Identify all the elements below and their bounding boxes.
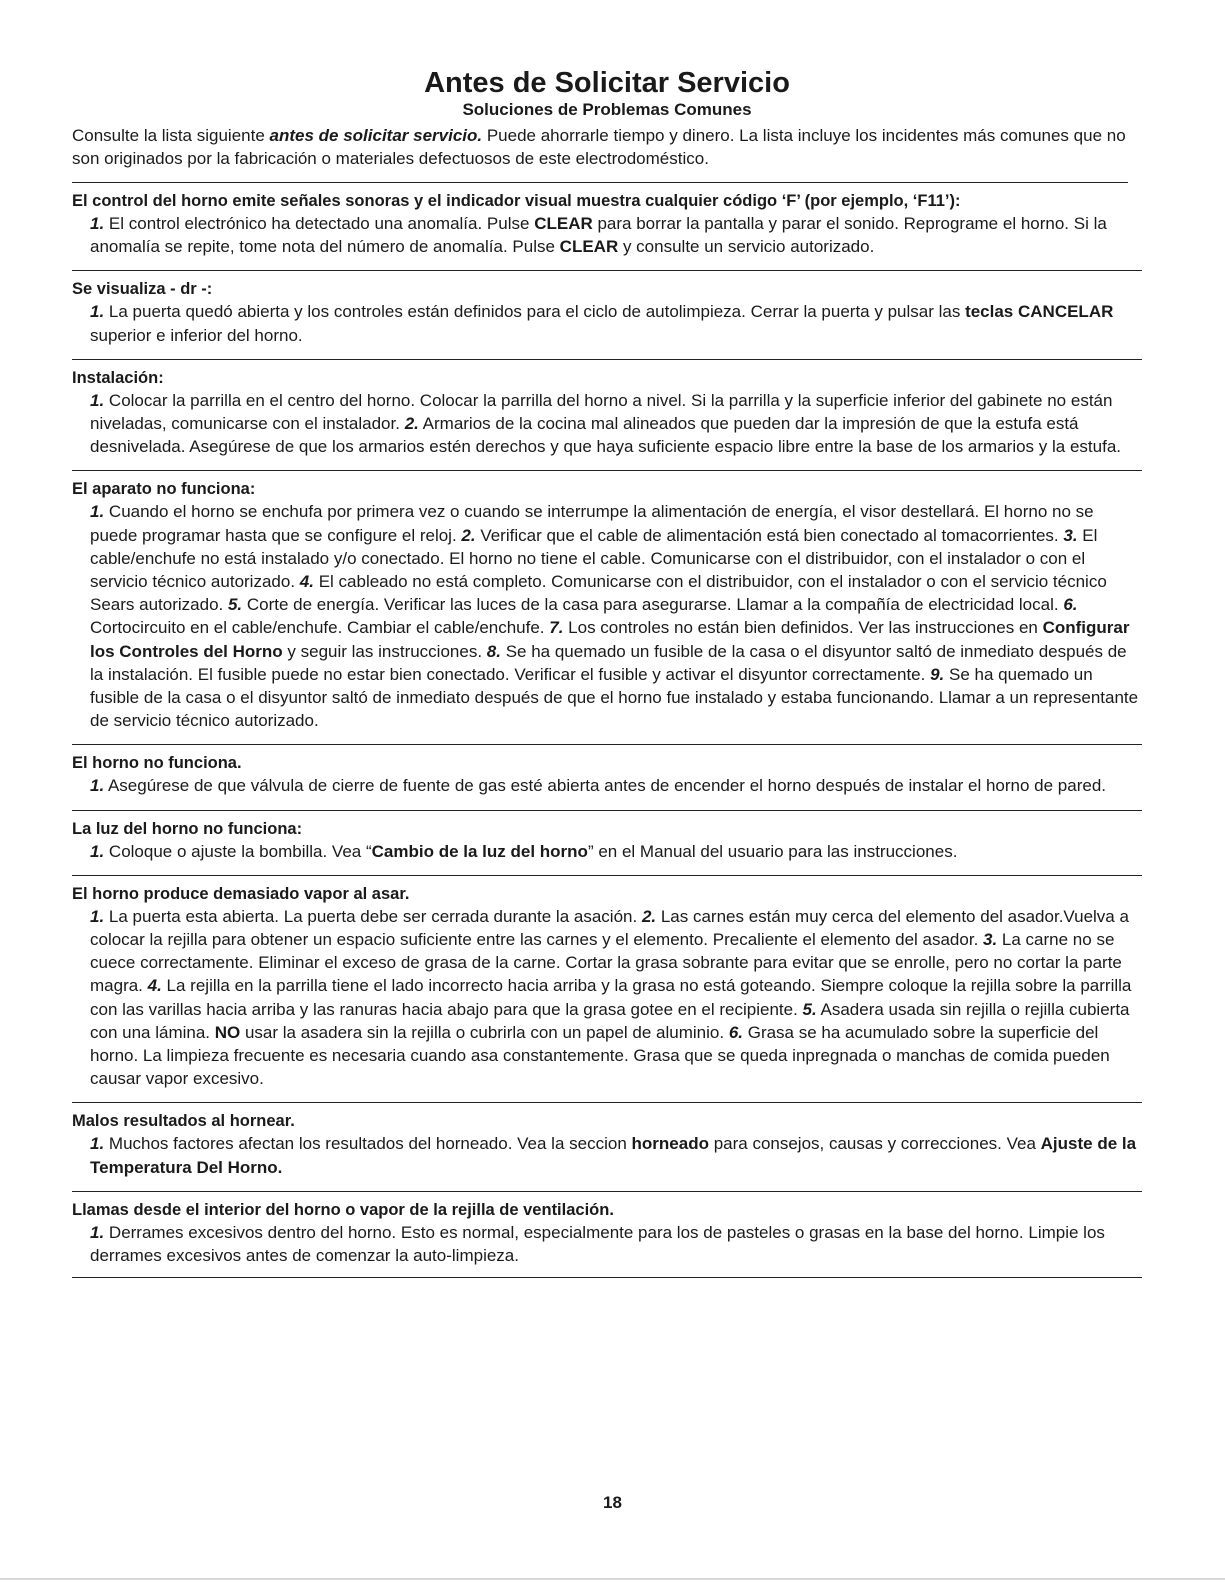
step-number: 1. xyxy=(90,906,105,926)
solution-text: Asegúrese de que válvula de cierre de fuente de gas esté abierta antes de encender el horno después de instalar el horno de pared. xyxy=(104,776,1106,796)
problem-title: Instalación: xyxy=(72,368,164,387)
step-number: 9. xyxy=(930,664,945,684)
solution-text: Grasa se ha acumulado sobre la superficie del horno. La limpieza frecuente es necesaria cuando asa constantemente. Grasa que se queda inpregnada o manchas de comida pueden causar vapor excesivo. xyxy=(90,1022,1110,1089)
step-number: 2. xyxy=(461,525,476,545)
step-number: 8. xyxy=(486,641,501,661)
step-number: 1. xyxy=(90,1134,105,1154)
step-number: 1. xyxy=(90,841,105,861)
solution-text: Armarios de la cocina mal alineados que pueden dar la impresión de que la estufa está desnivelada. Asegúrese de que los armarios estén derechos y que haya suficiente espacio libre entre la base de los armarios y la estufa. xyxy=(90,414,1121,457)
solution-text: Se ha quemado un fusible de la casa o el disyuntor saltó de inmediato después de que el horno fue instalado y estaba funcionando. Llamar a un representante de servicio técnico autorizado. xyxy=(90,664,1139,731)
intro-emphasis: antes de solicitar servicio. xyxy=(269,126,483,145)
solution-text: Se ha quemado un fusible de la casa o el disyuntor saltó de inmediato después de la instalación. El fusible puede no estar bien conectado. Verificar el fusible y activar el disyuntor correctamente. xyxy=(90,641,1127,684)
problem-title: Malos resultados al hornear. xyxy=(72,1112,295,1131)
problem-section xyxy=(72,1102,1142,1178)
solution-text: La puerta esta abierta. La puerta debe ser cerrada durante la asación. xyxy=(104,906,642,926)
problem-solutions xyxy=(90,212,1128,258)
problem-solutions xyxy=(90,500,1142,732)
scan-edge-line xyxy=(0,1578,1225,1580)
bold-term: NO xyxy=(214,1022,241,1042)
problem-solutions xyxy=(90,1221,1142,1267)
step-number: 1. xyxy=(90,214,105,233)
solution-text: La carne no se cuece correctamente. Eliminar el exceso de grasa de la carne. Cortar la grasa sobrante para evitar que se enrolle, pero no cortar la parte magra. xyxy=(90,930,1122,996)
step-number: 1. xyxy=(90,776,105,796)
problem-solutions xyxy=(90,774,1142,797)
bold-term: teclas CANCELAR xyxy=(965,302,1114,322)
page-number: 18 xyxy=(603,1493,622,1512)
solution-text: El cable/enchufe no está instalado y/o conectado. El horno no tiene el cable. Comunicarse con el distribuidor, con el instalador o con el servicio técnico autorizado. xyxy=(90,525,1098,592)
problem-section xyxy=(72,270,1142,346)
solution-text: El cableado no está completo. Comunicarse con el distribuidor, con el instalador o con el servicio técnico Sears autorizado. xyxy=(90,572,1107,615)
step-number: 1. xyxy=(90,1222,105,1242)
solution-text: superior e inferior del horno. xyxy=(90,325,303,345)
page-subtitle: Soluciones de Problemas Comunes xyxy=(462,100,752,119)
step-number: 1. xyxy=(90,390,105,410)
problem-section xyxy=(72,182,1128,258)
intro-text-after: Puede ahorrarle tiempo y dinero. La lista incluye los incidentes más comunes que no son originados por la fabricación o materiales defectuosos de este electrodoméstico. xyxy=(72,126,1126,168)
bold-term: horneado xyxy=(631,1134,709,1154)
step-number: 1. xyxy=(90,502,105,522)
problem-solutions xyxy=(90,300,1142,346)
solution-text: Colocar la parrilla en el centro del horno. Colocar la parrilla del horno a nivel. Si la parrilla y la superficie inferior del gabinete no están niveladas, comunicarse con el instalador. xyxy=(90,390,1113,434)
problem-title: Llamas desde el interior del horno o vapor de la rejilla de ventilación. xyxy=(72,1200,614,1219)
problem-section xyxy=(72,875,1142,1091)
solution-text: Coloque o ajuste la bombilla. Vea “ xyxy=(104,841,372,861)
problem-title: La luz del horno no funciona: xyxy=(72,819,303,838)
solution-text: y seguir las instrucciones. xyxy=(282,641,487,661)
troubleshooting-list xyxy=(72,182,1142,1267)
problem-section xyxy=(72,744,1142,797)
problem-section xyxy=(72,470,1142,732)
bold-term: Configurar los Controles del Horno xyxy=(90,618,1130,661)
problem-title: El horno produce demasiado vapor al asar. xyxy=(72,884,410,903)
intro-paragraph xyxy=(72,124,1142,170)
problem-solutions xyxy=(90,389,1142,459)
problem-section xyxy=(72,359,1142,459)
step-number: 4. xyxy=(299,572,314,592)
solution-text: Cuando el horno se enchufa por primera vez o cuando se interrumpe la alimentación de energía, el visor destellará. El horno no se puede programar hasta que se configure el reloj. xyxy=(90,502,1094,545)
solution-text: para consejos, causas y correcciones. Vea xyxy=(708,1134,1041,1154)
page-title: Antes de Solicitar Servicio xyxy=(424,67,790,99)
solution-text: Cortocircuito en el cable/enchufe. Cambiar el cable/enchufe. xyxy=(90,618,550,638)
solution-text: ” en el Manual del usuario para las instrucciones. xyxy=(587,841,958,861)
step-number: 3. xyxy=(983,930,998,950)
step-number: 2. xyxy=(641,906,657,926)
problem-section xyxy=(72,1191,1142,1267)
solution-text: Las carnes están muy cerca del elemento del asador.Vuelva a colocar la rejilla para obtener un espacio suficiente entre las carnes y el elemento. Precaliente el elemento del asador. xyxy=(90,906,1129,950)
problem-title: El aparato no funciona: xyxy=(72,480,256,499)
solution-text: Verificar que el cable de alimentación está bien conectado al tomacorrientes. xyxy=(475,525,1064,545)
problem-solutions xyxy=(90,840,1142,863)
bold-term: Ajuste de la Temperatura Del Horno. xyxy=(90,1134,1137,1177)
solution-text: para borrar la pantalla y parar el sonido. Reprograme el horno. Si la anomalía se repite, tome nota del número de anomalía. Pulse xyxy=(90,214,1107,257)
solution-text: Los controles no están bien definidos. Ver las instrucciones en xyxy=(563,618,1043,638)
step-number: 6. xyxy=(1063,595,1078,615)
problem-section xyxy=(72,810,1142,863)
problem-title: Se visualiza - dr -: xyxy=(72,280,213,299)
solution-text: Derrames excesivos dentro del horno. Esto es normal, especialmente para los de pasteles o grasas en la base del horno. Limpie los derrames excesivos antes de comenzar la auto-limpieza. xyxy=(90,1222,1105,1266)
solution-text: usar la asadera sin la rejilla o cubrirla con un papel de aluminio. xyxy=(240,1022,729,1042)
problem-solutions xyxy=(90,1132,1142,1178)
problem-title: El control del horno emite señales sonoras y el indicador visual muestra cualquier código ‘F’ (por ejemplo, ‘F11’): xyxy=(72,192,961,210)
solution-text: Muchos factores afectan los resultados del horneado. Vea la seccion xyxy=(104,1134,632,1154)
step-number: 4. xyxy=(147,976,162,996)
step-number: 5. xyxy=(802,999,817,1019)
step-number: 5. xyxy=(227,595,243,615)
step-number: 1. xyxy=(90,302,105,322)
bold-term: CLEAR xyxy=(559,237,619,257)
solution-text: El control electrónico ha detectado una anomalía. Pulse xyxy=(104,214,535,233)
problem-solutions xyxy=(90,905,1142,1091)
solution-text: La puerta quedó abierta y los controles están definidos para el ciclo de autolimpieza. Cerrar la puerta y pulsar las xyxy=(104,302,966,322)
solution-text: La rejilla en la parrilla tiene el lado incorrecto hacia arriba y la grasa no está goteando. Siempre coloque la rejilla sobre la parrilla con las varillas hacia arriba y las ranuras hacia abajo para que la grasa gotee en el recipiente. xyxy=(90,976,1132,1019)
bottom-divider xyxy=(72,1277,1142,1278)
intro-text-before: Consulte la lista siguiente xyxy=(72,126,270,145)
step-number: 2. xyxy=(404,414,419,434)
bold-term: Cambio de la luz del horno xyxy=(371,841,588,861)
problem-title: El horno no funciona. xyxy=(72,754,242,773)
step-number: 6. xyxy=(728,1022,743,1042)
solution-text: Asadera usada sin rejilla o rejilla cubierta con una lámina. xyxy=(90,999,1130,1042)
bold-term: CLEAR xyxy=(534,214,593,233)
solution-text: Corte de energía. Verificar las luces de la casa para asegurarse. Llamar a la compañía de electricidad local. xyxy=(242,595,1064,615)
step-number: 7. xyxy=(549,618,564,638)
solution-text: y consulte un servicio autorizado. xyxy=(618,237,875,257)
document-page xyxy=(72,66,1142,1278)
step-number: 3. xyxy=(1063,525,1078,545)
